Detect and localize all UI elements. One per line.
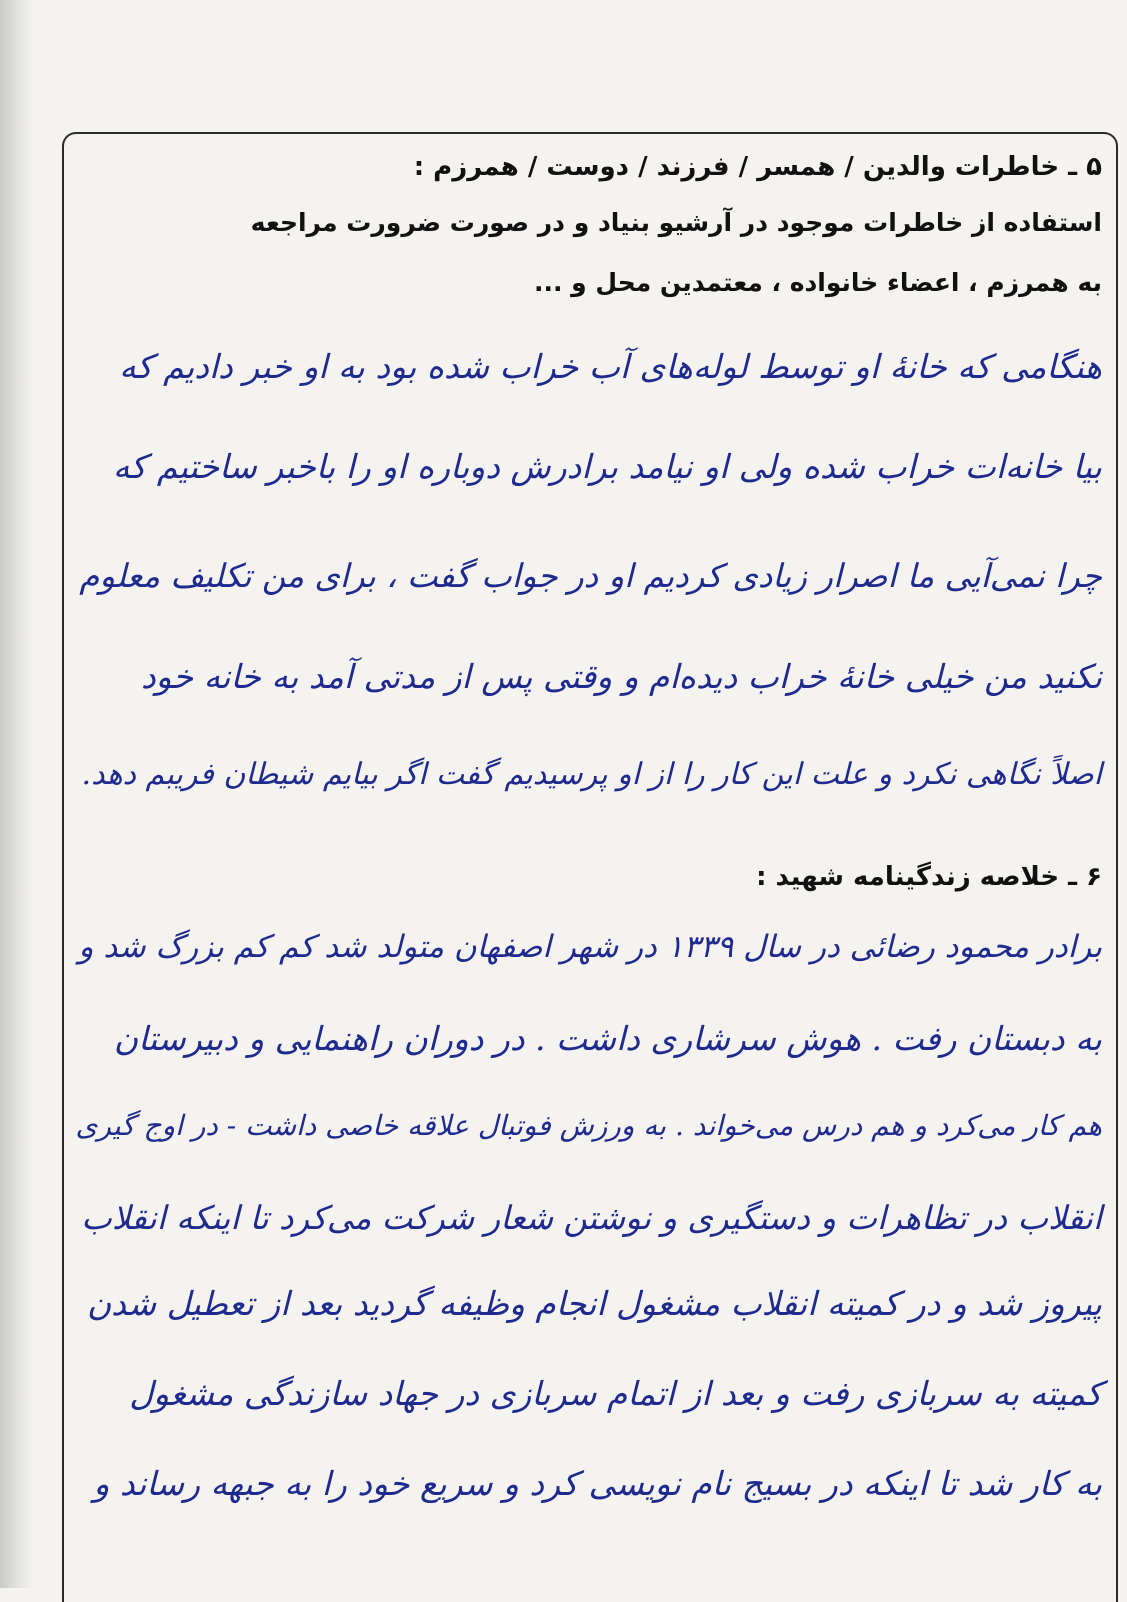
page-edge-shadow [0, 0, 34, 1588]
biography-line: هم کار می‌کرد و هم درس می‌خواند . به ورزش فوتبال علاقه خاصی داشت - در اوج گیری [75, 1109, 1102, 1142]
biography-line: کمیته به سربازی رفت و بعد از اتمام سربازی در جهاد سازندگی مشغول [129, 1374, 1102, 1413]
memory-line: نکنید من خیلی خانهٔ خراب دیده‌ام و وقتی پس از مدتی آمد به خانه خود [140, 657, 1102, 696]
memory-line: اصلاً نگاهی نکرد و علت این کار را از او پرسیدیم گفت اگر بیایم شیطان فریبم دهد. [81, 757, 1102, 792]
biography-line: پیروز شد و در کمیته انقلاب مشغول انجام وظیفه گردید بعد از تعطیل شدن [86, 1284, 1102, 1323]
biography-line: به دبستان رفت . هوش سرشاری داشت . در دوران راهنمایی و دبیرستان [113, 1019, 1102, 1058]
biography-line: به کار شد تا اینکه در بسیج نام نویسی کرد و سریع خود را به جبهه رساند و [93, 1464, 1102, 1503]
biography-line: انقلاب در تظاهرات و دستگیری و نوشتن شعار شرکت می‌کرد تا اینکه انقلاب [81, 1199, 1102, 1237]
section5-instruction-line2: به همرزم ، اعضاء خانواده ، معتمدین محل و ... [533, 268, 1102, 297]
section5-heading: ۵ ـ خاطرات والدین / همسر / فرزند / دوست / همرزم : [413, 152, 1102, 182]
memory-line: چرا نمی‌آیی ما اصرار زیادی کردیم او در جواب گفت ، برای من تکلیف معلوم [79, 557, 1102, 595]
section6-heading: ۶ ـ خلاصه زندگینامه شهید : [756, 862, 1102, 892]
biography-line: برادر محمود رضائی در سال ۱۳۳۹ در شهر اصفهان متولد شد کم کم بزرگ شد و [78, 929, 1102, 965]
memory-line: هنگامی که خانهٔ او توسط لوله‌های آب خراب شده بود به او خبر دادیم که [119, 347, 1102, 386]
memory-line: بیا خانه‌ات خراب شده ولی او نیامد برادرش دوباره او را باخبر ساختیم که [112, 447, 1102, 486]
section5-instruction-line1: استفاده از خاطرات موجود در آرشیو بنیاد و در صورت ضرورت مراجعه [250, 208, 1102, 237]
